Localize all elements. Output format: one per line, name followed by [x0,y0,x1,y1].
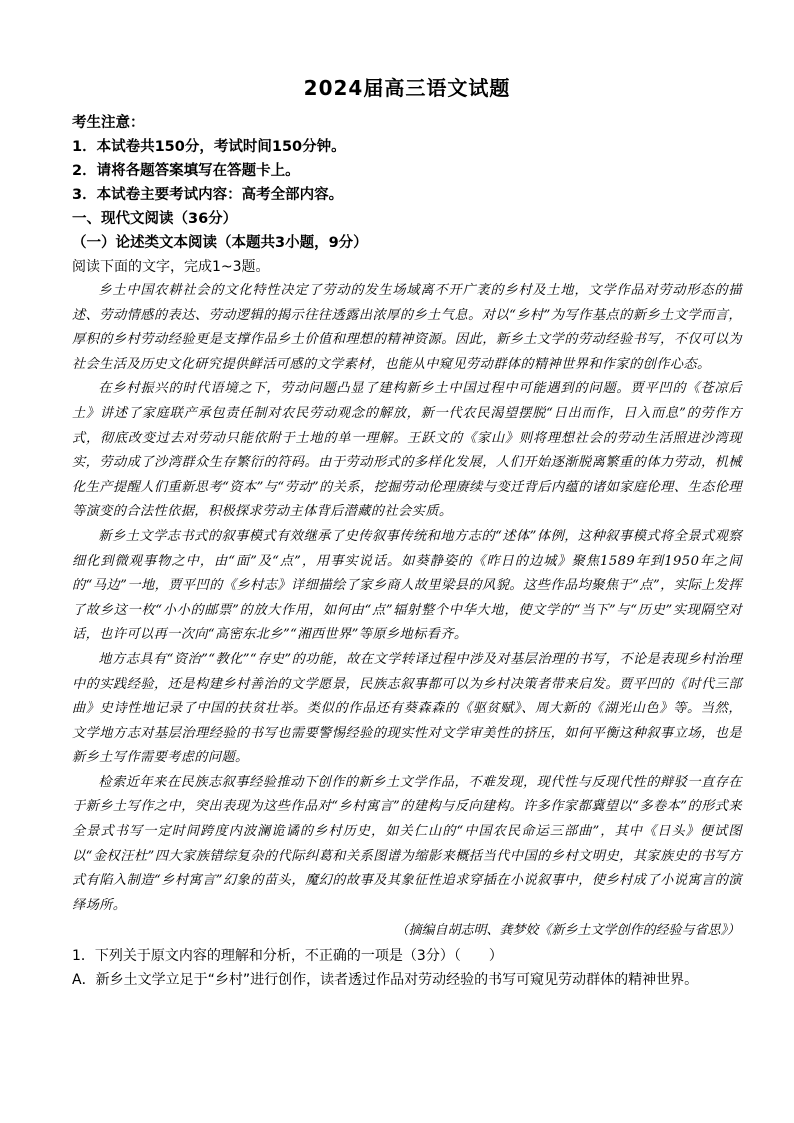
subsection-title: （一）论述类文本阅读（本题共3小题，9分） [72,235,368,251]
question-1-stem: 1．下列关于原文内容的理解和分析，不正确的一项是（3分）（ ） [72,948,503,965]
notice-item-3: 3．本试卷主要考试内容：高考全部内容。 [72,187,344,203]
page-title: 2024届高三语文试题 [303,76,511,100]
passage-paragraph-5: 检索近年来在民族志叙事经验推动下创作的新乡土文学作品，不难发现，现代性与反现代性的辩驳一直存在于新乡土写作之中，突出表现为这些作品对“乡村寓言”的建构与反向建构。许多作家都冀望以“多卷本”的形式来全景式书写一定时间跨度内波澜诡谲的乡村历史，如关仁山的“中国农民命运三部曲”，其中《日头》便试图以“金权汪杜”四大家族错综复杂的代际纠葛和关系图谱为缩影来概括当代中国的乡村文明史，其家族史的书写方式有陷入制造“乡村寓言”幻象的苗头，魔幻的故事及其象征性追求穿插在小说叙事中，使乡村成了小说寓言的演绎场所。 [72,774,742,913]
passage-source: （摘编自胡志明、龚梦姣《新乡土文学创作的经验与省思》） [395,923,740,939]
passage-paragraph-1: 乡土中国农耕社会的文化特性决定了劳动的发生场域离不开广袤的乡村及土地，文学作品对劳动形态的描述、劳动情感的表达、劳动逻辑的揭示往往透露出浓厚的乡土气息。对以“乡村”为写作基点的新乡土文学而言，厚积的乡村劳动经验更是支撑作品乡土价值和理想的精神资源。因此，新乡土文学的劳动经验书写，不仅可以为社会生活及历史文化研究提供鲜活可感的文学素材，也能从中窥见劳动群体的精神世界和作家的创作心态。 [72,283,742,372]
reading-instruction: 阅读下面的文字，完成1~3题。 [72,259,270,275]
notice-heading: 考生注意： [72,115,145,131]
reading-passage [72,279,742,918]
passage-paragraph-4: 地方志具有“资治”“教化”“存史”的功能，故在文学转译过程中涉及对基层治理的书写，不论是表现乡村治理中的实践经验，还是构建乡村善治的文学愿景，民族志叙事都可以为乡村决策者带来启发。贾平凹的《时代三部曲》史诗性地记录了中国的扶贫壮举。类似的作品还有葵森森的《驱贫赋》、周大新的《湖光山色》等。当然，文学地方志对基层治理经验的书写也需要警惕经验的现实性对文学审美性的挤压，如何平衡这种叙事立场，也是新乡土写作需要考虑的问题。 [72,651,742,766]
passage-paragraph-2: 在乡村振兴的时代语境之下，劳动问题凸显了建构新乡土中国过程中可能遇到的问题。贾平凹的《苍凉后土》讲述了家庭联产承包责任制对农民劳动观念的解放，新一代农民渴望摆脱“日出而作，日入而息”的劳作方式，彻底改变过去对劳动只能依附于土地的单一理解。王跃文的《家山》则将理想社会的劳动生活照进沙湾现实，劳动成了沙湾群众生存繁衍的符码。由于劳动形式的多样化发展，人们开始逐渐脱离繁重的体力劳动，机械化生产提醒人们重新思考“资本”与“劳动”的关系，挖掘劳动伦理赓续与变迁背后内蕴的诸如家庭伦理、生态伦理等演变的合法性依据，积极探求劳动主体背后潜藏的社会实质。 [72,381,742,520]
notice-item-1: 1．本试卷共150分，考试时间150分钟。 [72,139,346,155]
notice-item-2: 2．请将各题答案填写在答题卡上。 [72,163,300,179]
passage-paragraph-3: 新乡土文学志书式的叙事模式有效继承了史传叙事传统和地方志的“述体”体例，这种叙事模式将全景式观察细化到微观事物之中，由“面”及“点”，用事实说话。如葵静姿的《昨日的边城》聚焦1589年到1950年之间的“马边”一地，贾平凹的《乡村志》详细描绘了家乡商人故里梁县的风貌。这些作品均聚焦于“点”，实际上发挥了故乡这一枚“小小的邮票”的放大作用，如何由“点”辐射整个中华大地，使文学的“当下”与“历史”实现隔空对话，也许可以再一次向“高密东北乡”“湘西世界”等原乡地标看齐。 [72,528,742,643]
section-title: 一、现代文阅读（36分） [72,211,238,227]
question-1-option-a: A．新乡土文学立足于“乡村”进行创作，读者透过作品对劳动经验的书写可窥见劳动群体的精神世界。 [72,972,699,989]
